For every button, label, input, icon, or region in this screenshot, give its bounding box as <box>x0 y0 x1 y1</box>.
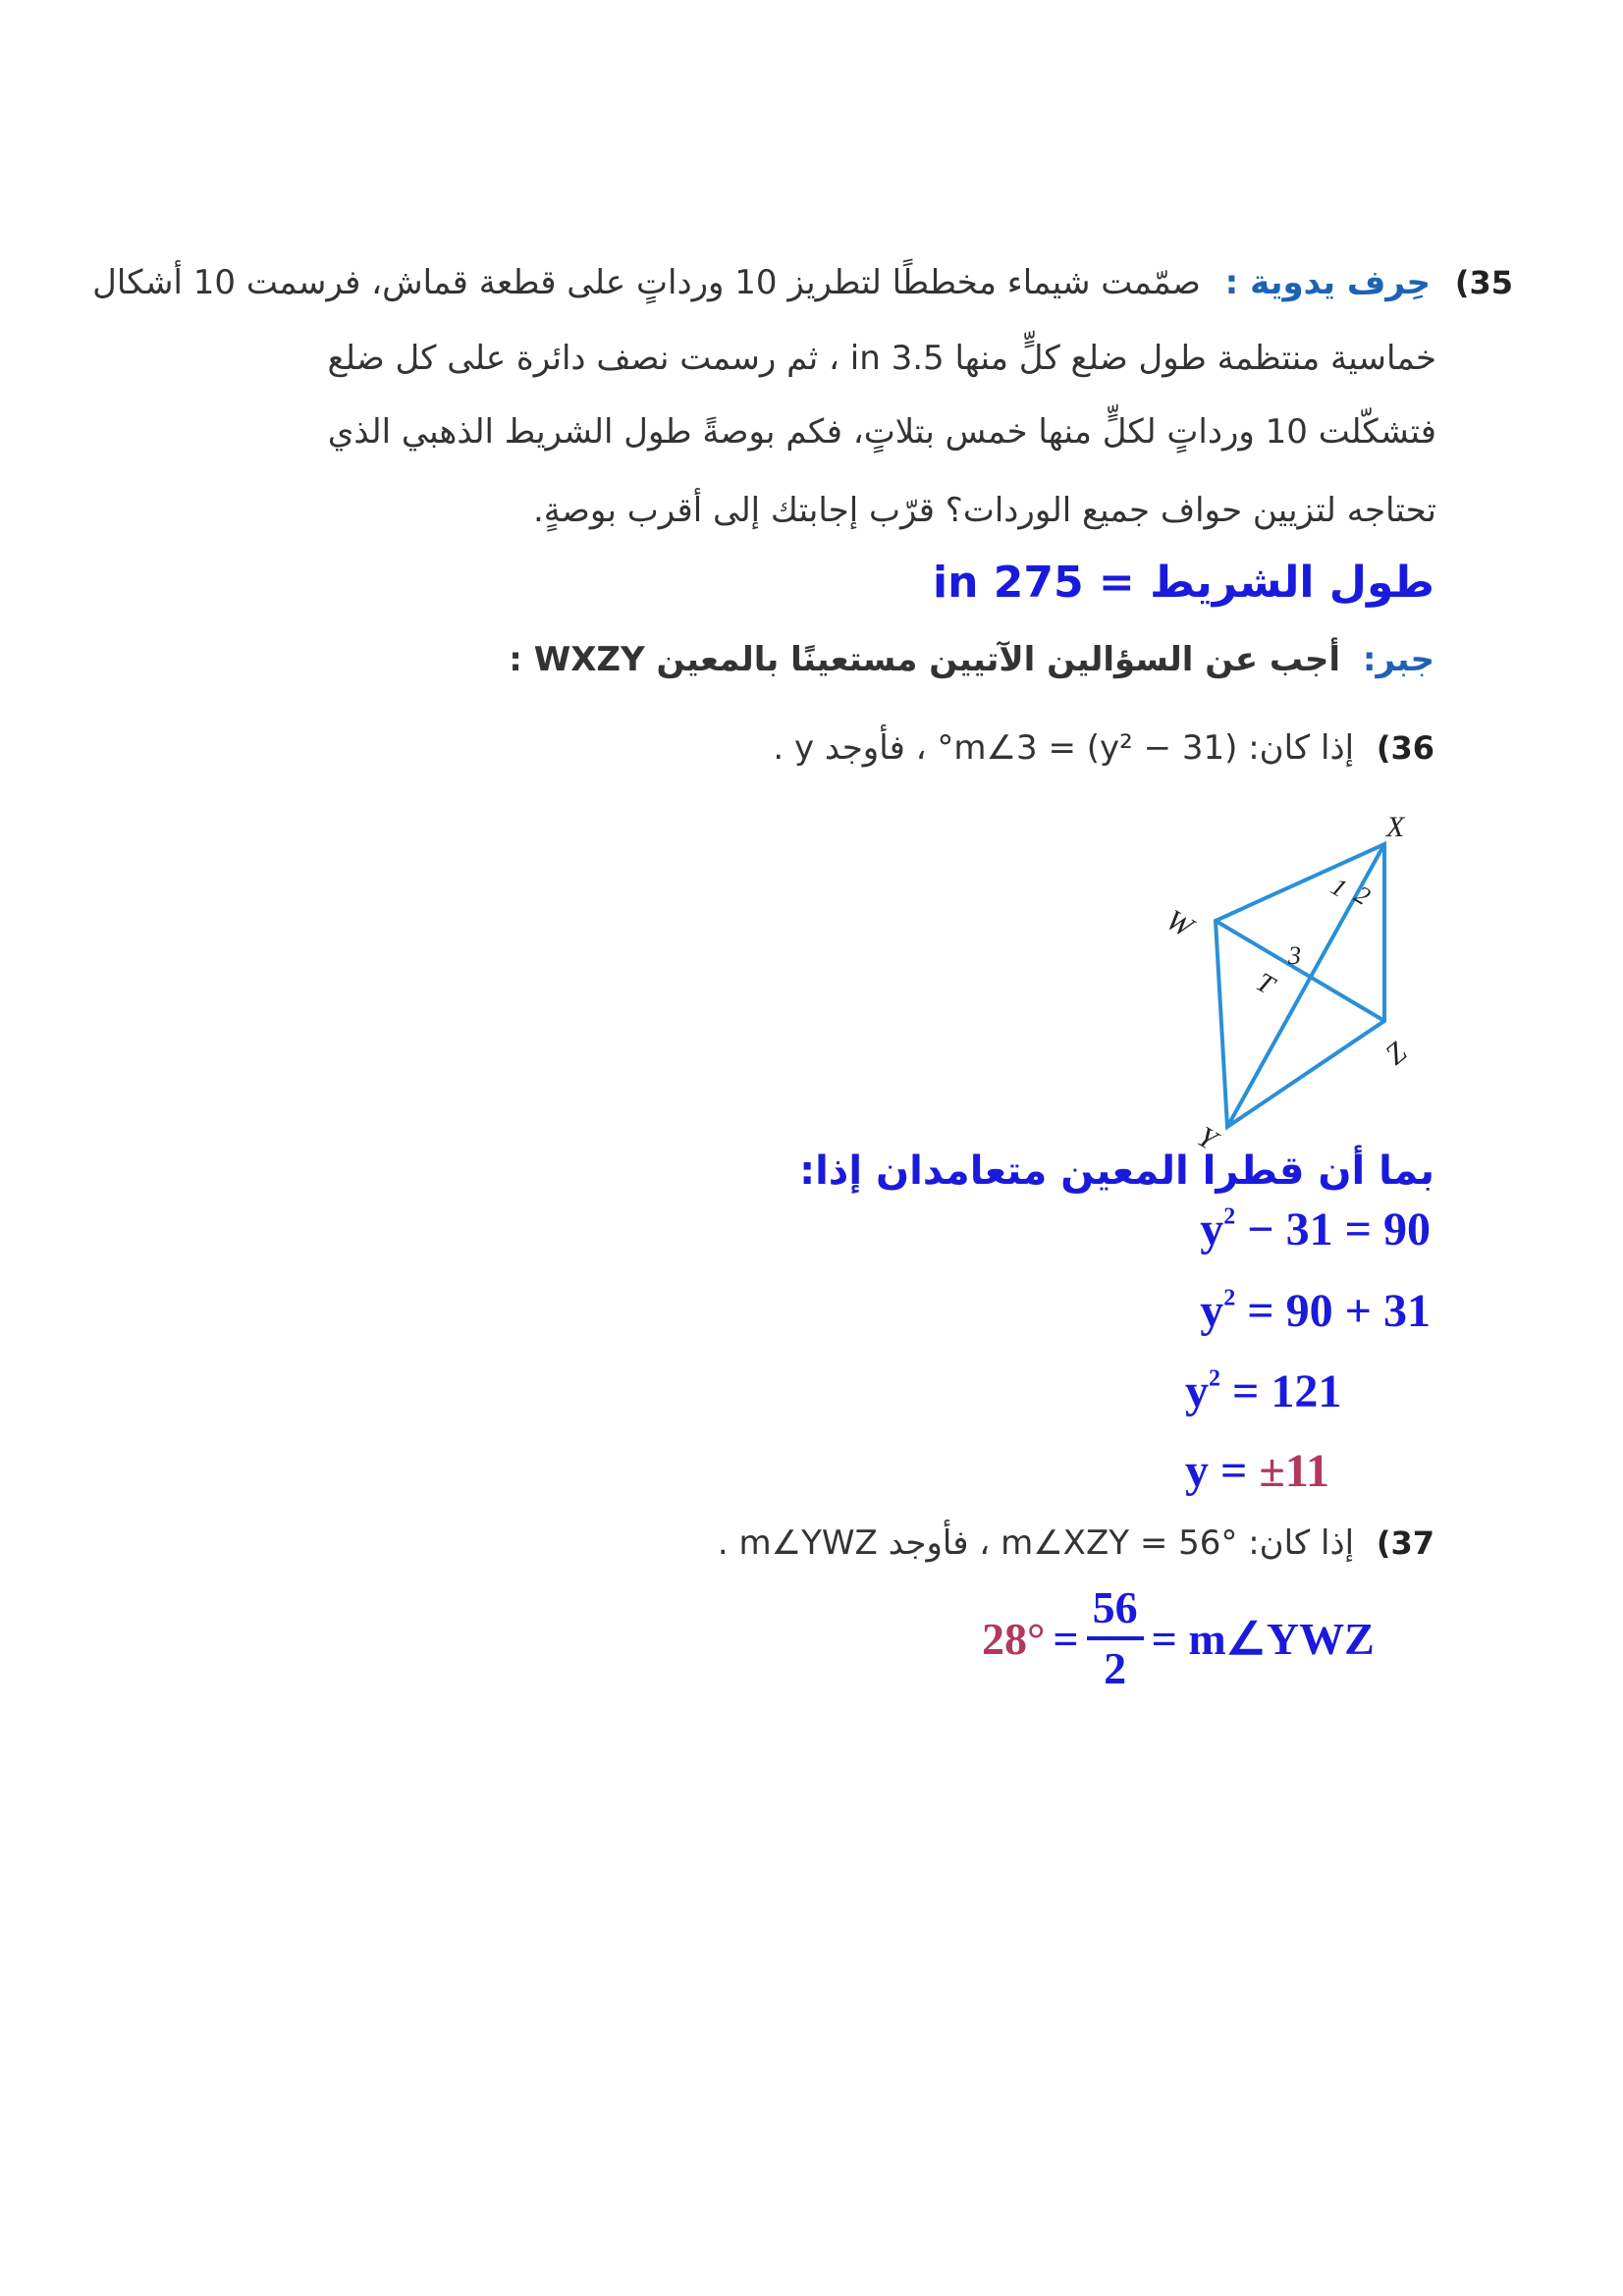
angle-3-label: 3 <box>1288 941 1301 970</box>
problem-36-number: 36) <box>1376 729 1434 767</box>
problem-36-step-2 <box>1200 1284 1431 1338</box>
problem-36-step-3 <box>1185 1364 1341 1418</box>
problem-36-step-1 <box>1200 1202 1431 1256</box>
crafts-tag: حِرف يدوية : <box>1224 263 1432 302</box>
problem-36-question <box>773 728 1434 768</box>
vertex-y-label: Y <box>1191 1120 1222 1157</box>
final-prefix: y = <box>1185 1445 1260 1497</box>
angle-1-label: 1 <box>1325 872 1352 903</box>
step-3-base: y <box>1185 1365 1209 1417</box>
problem-35-line4: تحتاجه لتزيين حواف جميع الوردات؟ قرّب إجابتك إلى أقرب بوصةٍ. <box>532 491 1436 530</box>
answer-value: 28° <box>982 1613 1046 1664</box>
problem-35-number: 35) <box>1454 264 1513 301</box>
problem-36-text: إذا كان: m∠3 = (y² − 31)° ، فأوجد y . <box>773 728 1355 768</box>
algebra-instruction-text: أجب عن السؤالين الآتيين مستعينًا بالمعين WXZY : <box>509 640 1341 679</box>
step-1-rest: − 31 = 90 <box>1235 1203 1431 1255</box>
equals-angle: = m∠YWZ <box>1151 1614 1375 1664</box>
vertex-x-label: X <box>1386 811 1405 843</box>
problem-37-number: 37) <box>1376 1524 1434 1562</box>
vertex-z-label: Z <box>1379 1036 1413 1072</box>
center-t-label: T <box>1250 967 1279 1001</box>
problem-36-reason: بما أن قطرا المعين متعامدان إذا: <box>799 1148 1434 1194</box>
problem-35-answer: طول الشريط = 275 in <box>932 558 1434 608</box>
step-2-base: y <box>1200 1285 1224 1337</box>
problem-36-final <box>1185 1443 1329 1498</box>
diagonal-wz <box>1216 921 1384 1021</box>
step-1-base: y <box>1200 1203 1224 1255</box>
step-2-rest: = 90 + 31 <box>1235 1285 1431 1337</box>
problem-35-line1 <box>92 263 1513 302</box>
rhombus-diagram <box>1129 805 1443 1158</box>
algebra-instruction <box>509 640 1434 679</box>
step-1-exp: 2 <box>1223 1203 1236 1230</box>
step-2-exp: 2 <box>1223 1285 1236 1311</box>
problem-37-text: إذا كان: m∠XZY = 56° ، فأوجد m∠YWZ . <box>717 1523 1355 1563</box>
algebra-tag: جبر: <box>1362 640 1434 679</box>
fraction-denominator: 2 <box>1104 1643 1127 1693</box>
final-value: ±11 <box>1259 1445 1330 1497</box>
problem-35-line2: خماسية منتظمة طول ضلع كلٍّ منها 3.5 in ، ثم رسمت نصف دائرة على كل ضلع <box>327 339 1436 378</box>
step-3-exp: 2 <box>1209 1365 1220 1392</box>
problem-35-text-1: صمّمت شيماء مخططًا لتطريز 10 ورداتٍ على قطعة قماش، فرسمت 10 أشكال <box>92 263 1201 302</box>
fraction <box>1087 1582 1144 1693</box>
problem-37-question <box>718 1523 1434 1563</box>
equals-1: = <box>1053 1613 1079 1664</box>
vertex-w-label: W <box>1161 903 1199 944</box>
problem-35-line3: فتشكّلت 10 ورداتٍ لكلٍّ منها خمس بتلاتٍ، فكم بوصةً طول الشريط الذهبي الذي <box>327 412 1436 452</box>
angle-2-label: 2 <box>1349 880 1376 911</box>
fraction-numerator: 56 <box>1087 1585 1144 1640</box>
step-3-rest: = 121 <box>1220 1365 1342 1417</box>
problem-37-answer <box>982 1582 1375 1693</box>
